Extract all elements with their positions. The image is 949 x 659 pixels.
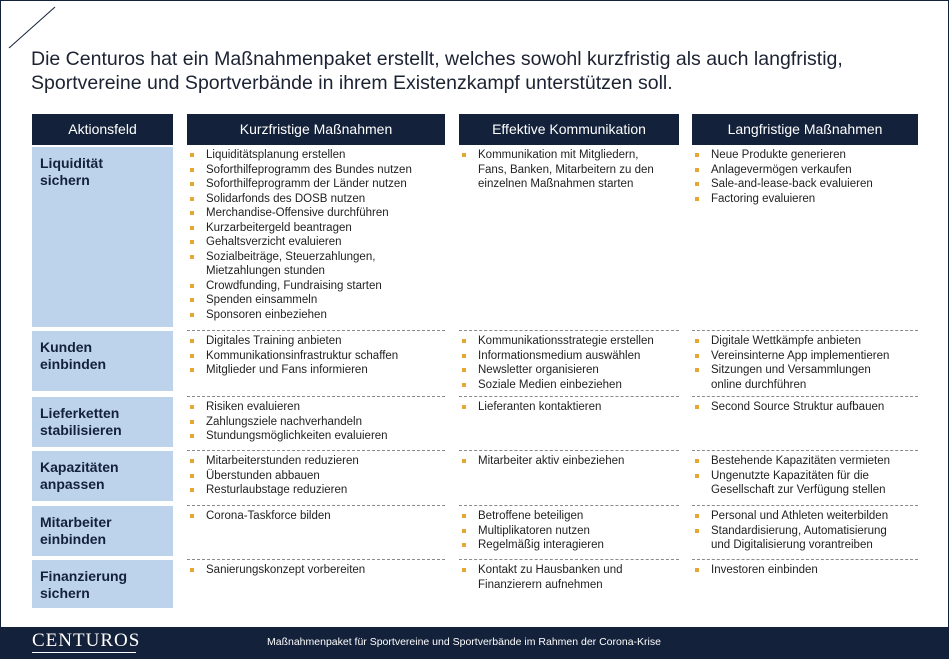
- bullet-list: [187, 454, 445, 498]
- bullet-item: Neue Produkte generieren: [692, 148, 918, 163]
- bullet-item: Kommunikation mit Mitgliedern, Fans, Banken, Mitarbeitern zu den einzelnen Maßnahmen starten: [459, 148, 679, 192]
- row-label-line: Liquidität: [40, 155, 103, 171]
- bullet-item: Resturlaubstage reduzieren: [187, 483, 445, 498]
- bullet-list: [187, 334, 445, 378]
- bullet-item: Sitzungen und Versammlungen online durchführen: [692, 363, 918, 392]
- row-label-2: [32, 397, 173, 447]
- bullet-list: [692, 400, 918, 415]
- cell-langfristig-1: [692, 330, 918, 391]
- cell-kurzfristig-2: [187, 396, 445, 447]
- bullet-item: Betroffene beteiligen: [459, 509, 679, 524]
- bullet-item: Liquiditätsplanung erstellen: [187, 148, 445, 163]
- cell-kommunikation-4: [459, 505, 679, 556]
- cell-langfristig-5: [692, 559, 918, 608]
- row-label-line: stabilisieren: [40, 422, 122, 438]
- bullet-item: Soziale Medien einbeziehen: [459, 378, 679, 393]
- header-langfristige-massnahmen: Langfristige Maßnahmen: [692, 114, 918, 145]
- centuros-logo: CENTUROS: [32, 630, 141, 651]
- bullet-item: Second Source Struktur aufbauen: [692, 400, 918, 415]
- row-label-1: [32, 331, 173, 391]
- row-label-line: Finanzierung: [40, 568, 128, 584]
- row-label-line: Kunden: [40, 339, 93, 355]
- bullet-item: Bestehende Kapazitäten vermieten: [692, 454, 918, 469]
- bullet-item: Digitales Training anbieten: [187, 334, 445, 349]
- bullet-item: Investoren einbinden: [692, 563, 918, 578]
- headline-line-2: Sportvereine und Sportverbände in ihrem Existenzkampf unterstützen soll.: [31, 72, 673, 94]
- row-label-line: Mitarbeiter: [40, 514, 112, 530]
- bullet-item: Merchandise-Offensive durchführen: [187, 206, 445, 221]
- bullet-list: [459, 400, 679, 415]
- bullet-item: Crowdfunding, Fundraising starten: [187, 279, 445, 294]
- headline-line-1: Die Centuros hat ein Maßnahmenpaket erstellt, welches sowohl kurzfristig als auch langfristig,: [31, 48, 843, 70]
- bullet-item: Corona-Taskforce bilden: [187, 509, 445, 524]
- bullet-item: Standardisierung, Automatisierung und Digitalisierung vorantreiben: [692, 524, 918, 553]
- bullet-item: Regelmäßig interagieren: [459, 538, 679, 553]
- row-label-line: sichern: [40, 172, 90, 188]
- row-label-3: [32, 451, 173, 501]
- cell-kommunikation-0: [459, 147, 679, 327]
- bullet-list: [459, 563, 679, 592]
- slide-headline: [31, 47, 931, 95]
- bullet-item: Newsletter organisieren: [459, 363, 679, 378]
- bullet-item: Stundungsmöglichkeiten evaluieren: [187, 429, 445, 444]
- bullet-item: Zahlungsziele nachverhandeln: [187, 415, 445, 430]
- bullet-item: Factoring evaluieren: [692, 192, 918, 207]
- bullet-list: [692, 563, 918, 578]
- bullet-item: Informationsmedium auswählen: [459, 349, 679, 364]
- bullet-item: Vereinsinterne App implementieren: [692, 349, 918, 364]
- bullet-item: Sale-and-lease-back evaluieren: [692, 177, 918, 192]
- footer-bar: [1, 627, 948, 658]
- bullet-list: [187, 400, 445, 444]
- cell-kommunikation-5: [459, 559, 679, 608]
- row-label-line: Kapazitäten: [40, 459, 119, 475]
- bullet-item: Mitglieder und Fans informieren: [187, 363, 445, 378]
- bullet-item: Risiken evaluieren: [187, 400, 445, 415]
- bullet-list: [459, 334, 679, 392]
- cell-kurzfristig-3: [187, 450, 445, 501]
- cell-kommunikation-1: [459, 330, 679, 391]
- cell-langfristig-2: [692, 396, 918, 447]
- bullet-item: Sponsoren einbeziehen: [187, 308, 445, 323]
- row-label-5: [32, 560, 173, 608]
- row-label-0: [32, 147, 173, 327]
- bullet-list: [692, 509, 918, 553]
- row-label-line: einbinden: [40, 356, 107, 372]
- cell-kurzfristig-0: [187, 147, 445, 327]
- bullet-item: Mitarbeiter aktiv einbeziehen: [459, 454, 679, 469]
- bullet-item: Soforthilfeprogramm des Bundes nutzen: [187, 163, 445, 178]
- footer-caption: Maßnahmenpaket für Sportvereine und Sportverbände im Rahmen der Corona-Krise: [267, 636, 661, 648]
- header-aktionsfeld: Aktionsfeld: [32, 114, 173, 145]
- bullet-item: Ungenutzte Kapazitäten für die Gesellschaft zur Verfügung stellen: [692, 469, 918, 498]
- bullet-item: Soforthilfeprogramm der Länder nutzen: [187, 177, 445, 192]
- bullet-list: [692, 454, 918, 498]
- bullet-item: Sanierungskonzept vorbereiten: [187, 563, 445, 578]
- bullet-list: [187, 509, 445, 524]
- bullet-list: [692, 148, 918, 206]
- bullet-item: Mitarbeiterstunden reduzieren: [187, 454, 445, 469]
- bullet-item: Kommunikationsstrategie erstellen: [459, 334, 679, 349]
- cell-langfristig-0: [692, 147, 918, 327]
- bullet-item: Lieferanten kontaktieren: [459, 400, 679, 415]
- bullet-list: [459, 454, 679, 469]
- bullet-item: Überstunden abbauen: [187, 469, 445, 484]
- bullet-item: Digitale Wettkämpfe anbieten: [692, 334, 918, 349]
- bullet-item: Sozialbeiträge, Steuerzahlungen, Mietzahlungen stunden: [187, 250, 445, 279]
- bullet-item: Multiplikatoren nutzen: [459, 524, 679, 539]
- bullet-item: Anlagevermögen verkaufen: [692, 163, 918, 178]
- cell-kommunikation-3: [459, 450, 679, 501]
- row-label-line: einbinden: [40, 531, 107, 547]
- bullet-item: Kommunikationsinfrastruktur schaffen: [187, 349, 445, 364]
- bullet-list: [692, 334, 918, 392]
- row-label-4: [32, 506, 173, 556]
- bullet-list: [187, 148, 445, 322]
- bullet-item: Spenden einsammeln: [187, 293, 445, 308]
- cell-kurzfristig-5: [187, 559, 445, 608]
- bullet-item: Gehaltsverzicht evaluieren: [187, 235, 445, 250]
- row-label-line: Lieferketten: [40, 405, 120, 421]
- header-effektive-kommunikation: Effektive Kommunikation: [459, 114, 679, 145]
- cell-kurzfristig-1: [187, 330, 445, 391]
- bullet-list: [459, 148, 679, 192]
- bullet-list: [459, 509, 679, 553]
- row-label-line: anpassen: [40, 476, 105, 492]
- cell-langfristig-3: [692, 450, 918, 501]
- bullet-item: Kurzarbeitergeld beantragen: [187, 221, 445, 236]
- cell-kurzfristig-4: [187, 505, 445, 556]
- header-kurzfristige-massnahmen: Kurzfristige Maßnahmen: [187, 114, 445, 145]
- bullet-item: Kontakt zu Hausbanken und Finanzierern aufnehmen: [459, 563, 679, 592]
- bullet-item: Solidarfonds des DOSB nutzen: [187, 192, 445, 207]
- cell-langfristig-4: [692, 505, 918, 556]
- row-label-line: sichern: [40, 585, 90, 601]
- bullet-item: Personal und Athleten weiterbilden: [692, 509, 918, 524]
- bullet-list: [187, 563, 445, 578]
- logo-underline: [32, 652, 136, 653]
- cell-kommunikation-2: [459, 396, 679, 447]
